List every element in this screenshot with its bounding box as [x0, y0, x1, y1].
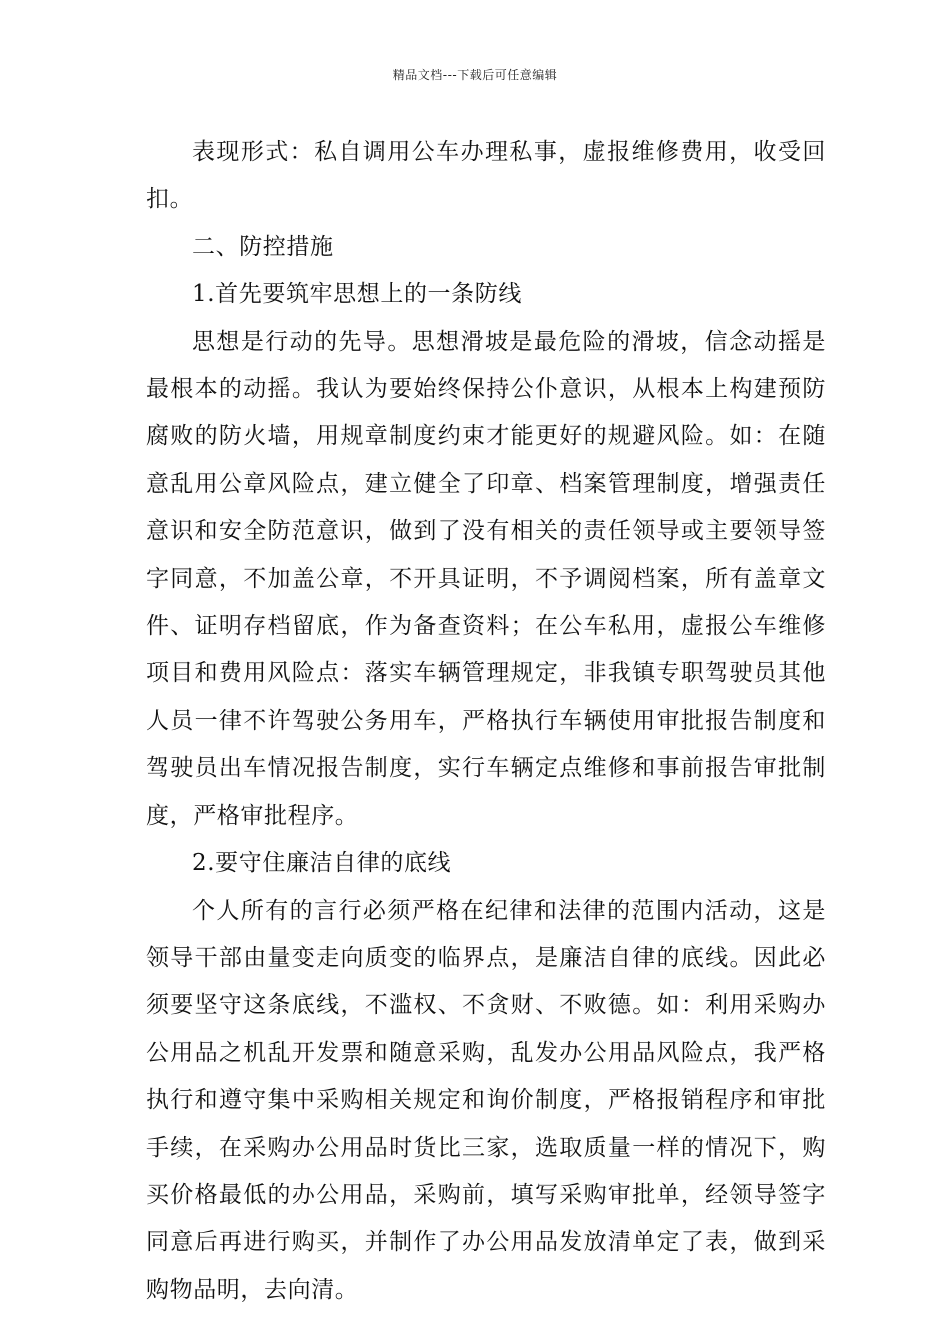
page-header: 精品文档---下载后可任意编辑 [392, 68, 558, 82]
paragraph-manifestation: 表现形式：私自调用公车办理私事，虚报维修费用，收受回扣。 [146, 139, 826, 213]
subheading-ideology-defense: 1.首先要筑牢思想上的一条防线 [192, 281, 522, 308]
section-heading-prevention: 二、防控措施 [192, 233, 334, 260]
document-body [146, 129, 826, 1314]
paragraph-integrity: 个人所有的言行必须严格在纪律和法律的范围内活动，这是领导干部由量变走向质变的临界点，是廉洁自律的底线。因此必须要坚守这条底线，不滥权、不贪财、不败德。如：利用采购办公用品之机乱开发票和随意采购，乱发办公用品风险点，我严格执行和遵守集中采购相关规定和询价制度，严格报销程序和审批手续，在采购办公用品时货比三家，选取质量一样的情况下，购买价格最低的办公用品，采购前，填写采购审批单，经领导签字同意后再进行购买，并制作了办公用品发放清单定了表，做到采购物品明，去向清。 [146, 897, 826, 1303]
subheading-integrity-bottomline: 2.要守住廉洁自律的底线 [192, 850, 452, 877]
paragraph-ideology: 思想是行动的先导。思想滑坡是最危险的滑坡，信念动摇是最根本的动摇。我认为要始终保持公仆意识，从根本上构建预防腐败的防火墙，用规章制度约束才能更好的规避风险。如：在随意乱用公章风险点，建立健全了印章、档案管理制度，增强责任意识和安全防范意识，做到了没有相关的责任领导或主要领导签字同意，不加盖公章，不开具证明，不予调阅档案，所有盖章文件、证明存档留底，作为备查资料；在公车私用，虚报公车维修项目和费用风险点：落实车辆管理规定，非我镇专职驾驶员其他人员一律不许驾驶公务用车，严格执行车辆使用审批报告制度和驾驶员出车情况报告制度，实行车辆定点维修和事前报告审批制度，严格审批程序。 [146, 328, 826, 829]
